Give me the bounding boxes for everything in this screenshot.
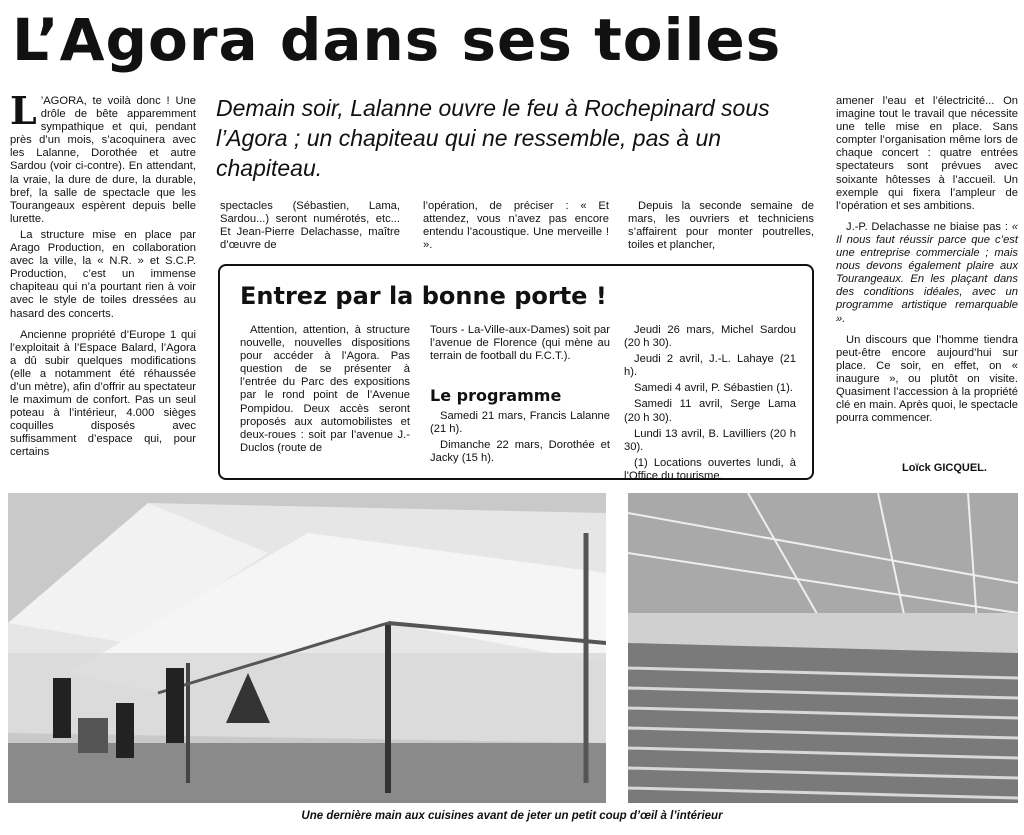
info-box-column-3 bbox=[624, 324, 796, 486]
article-column-2: spectacles (Sébastien, Lama, Sardou...) seront numérotés, etc... Et Jean-Pierre Delachasse, maître d’œuvre de bbox=[220, 200, 400, 252]
list-item: Jeudi 26 mars, Michel Sardou (20 h 30). bbox=[624, 324, 796, 350]
list-item: (1) Locations ouvertes lundi, à l’Office du tourisme. bbox=[624, 456, 796, 482]
list-item: Lundi 13 avril, B. Lavilliers (20 h 30). bbox=[624, 427, 796, 453]
list-item: Samedi 4 avril, P. Sébastien (1). bbox=[634, 382, 793, 395]
article-column-3 bbox=[423, 200, 609, 255]
quote-text: l’opération, de préciser : « Et attendez, vous n’avez pas encore entendu l’acoustique. Une merveille ! ». bbox=[423, 200, 609, 252]
list-item: Samedi 11 avril, Serge Lama (20 h 30). bbox=[624, 398, 796, 424]
info-box-title: Entrez par la bonne porte ! bbox=[240, 282, 607, 310]
drop-cap: L bbox=[10, 88, 37, 133]
programme-list: Samedi 21 mars, Francis Lalanne (21 h). Dimanche 22 mars, Dorothée et Jacky (15 h). bbox=[430, 410, 610, 465]
paragraph: La structure mise en place par Arago Production, en collaboration avec la ville, la « N.R. » et S.C.P. Production, c’est un immense chapiteau qui n’a pourtant rien à voir avec le style de toiles dressées au hasard des concerts. bbox=[10, 228, 196, 320]
headline: L’Agora dans ses toiles bbox=[12, 6, 782, 74]
article-column-5: amener l’eau et l’électricité... On imagine tout le travail que nécessite une telle mise en place. Sans compter l’organisation même lors de chaque concert : quatre entrées spectateurs sont prévues avec soixante hôtesses à l’accueil. Un exemple qui fixera l’ampleur de l’opération et ses ambitions. J.-P. Delachasse ne biaise pas : « Il nous faut réussir parce que c’est une entreprise commerciale ; mais nous devons également plaire aux Tourangeaux. En les plaçant dans des conditions idéales, avec un programme artistique remarquable ». Un discours que l’homme tiendra peut-être encore aujourd’hui sur place. Ce soir, en effet, on « inaugure », ou plutôt on visite. Quasiment l’accession à la propriété clé en main. Après quoi, le spectacle pourra commencer. bbox=[836, 95, 1018, 425]
paragraph: J.-P. Delachasse ne biaise pas : « Il nous faut réussir parce que c’est une entreprise commerciale ; mais nous devons également plaire aux Tourangeaux. En les plaçant dans des conditions idéales, avec un programme artistique remarquable ». bbox=[836, 220, 1018, 325]
deck-subtitle: Demain soir, Lalanne ouvre le feu à Rochepinard sous l’Agora ; un chapiteau qui ne ressemble, pas à un chapiteau. bbox=[216, 95, 770, 181]
programme-title: Le programme bbox=[430, 386, 562, 405]
paragraph: Un discours que l’homme tiendra peut-être encore aujourd’hui sur place. Ce soir, en effet, on « inaugure », ou plutôt on visite. Quasiment l’accession à la propriété clé en main. Après quoi, le spectacle pourra commencer. bbox=[836, 333, 1018, 425]
paragraph: Ancienne propriété d’Europe 1 qui l’exploitait à l’Espace Balard, l’Agora a dû subir quelques modifications (elle a notamment été réhaussée d’un mètre), afin d’offrir au spectateur le maximum de confort. Pas un seul poteau à l’intérieur, 4.000 sièges coquilles disposés avec suffisamment d’espace qui, pour certains bbox=[10, 328, 196, 459]
quote-text: « Il nous faut réussir parce que c’est une entreprise commerciale ; mais nous devons également plaire aux Tourangeaux. En les plaçant dans des conditions idéales, avec un programme artistique remarquable ». bbox=[836, 220, 1018, 325]
photo-tent-construction bbox=[8, 493, 606, 803]
photo-interior-seating bbox=[628, 493, 1018, 803]
info-box-column-2: Tours - La-Ville-aux-Dames) soit par l’avenue de Florence (qui mène au terrain de football du F.C.T.). bbox=[430, 324, 610, 363]
info-box-column-1: Attention, attention, à structure nouvelle, nouvelles dispositions pour accéder à l’Agora. Pas question de se présenter à l’entrée du Parc des expositions par le rond point de l’Avenue Pompidou. Deux accès seront proposés aux automobilistes et deux-roues : soit par l’avenue J.-Duclos (route de bbox=[240, 324, 410, 454]
photo-caption: Une dernière main aux cuisines avant de jeter un petit coup d’œil à l’intérieur bbox=[301, 810, 723, 822]
article-column-1 bbox=[10, 88, 196, 463]
byline: Loïck GICQUEL. bbox=[902, 462, 987, 474]
article-column-4: Depuis la seconde semaine de mars, les ouvriers et techniciens s’affairent pour monter poutrelles, toiles et plancher, bbox=[628, 200, 814, 252]
lead-paragraph: L ’AGORA, te voilà donc ! Une drôle de bête apparemment sympathique et qui, pendant près d’un mois, s’acoquinera avec les Lalanne, Dorothée et autre Sardou (voir ci-contre). En attendant, la vraie, la dure de dure, la durable, bref, la salle de spectacle que les Tourangeaux espèrent depuis belle lurette. bbox=[10, 88, 196, 225]
list-item: Jeudi 2 avril, J.-L. Lahaye (21 h). bbox=[624, 353, 796, 379]
